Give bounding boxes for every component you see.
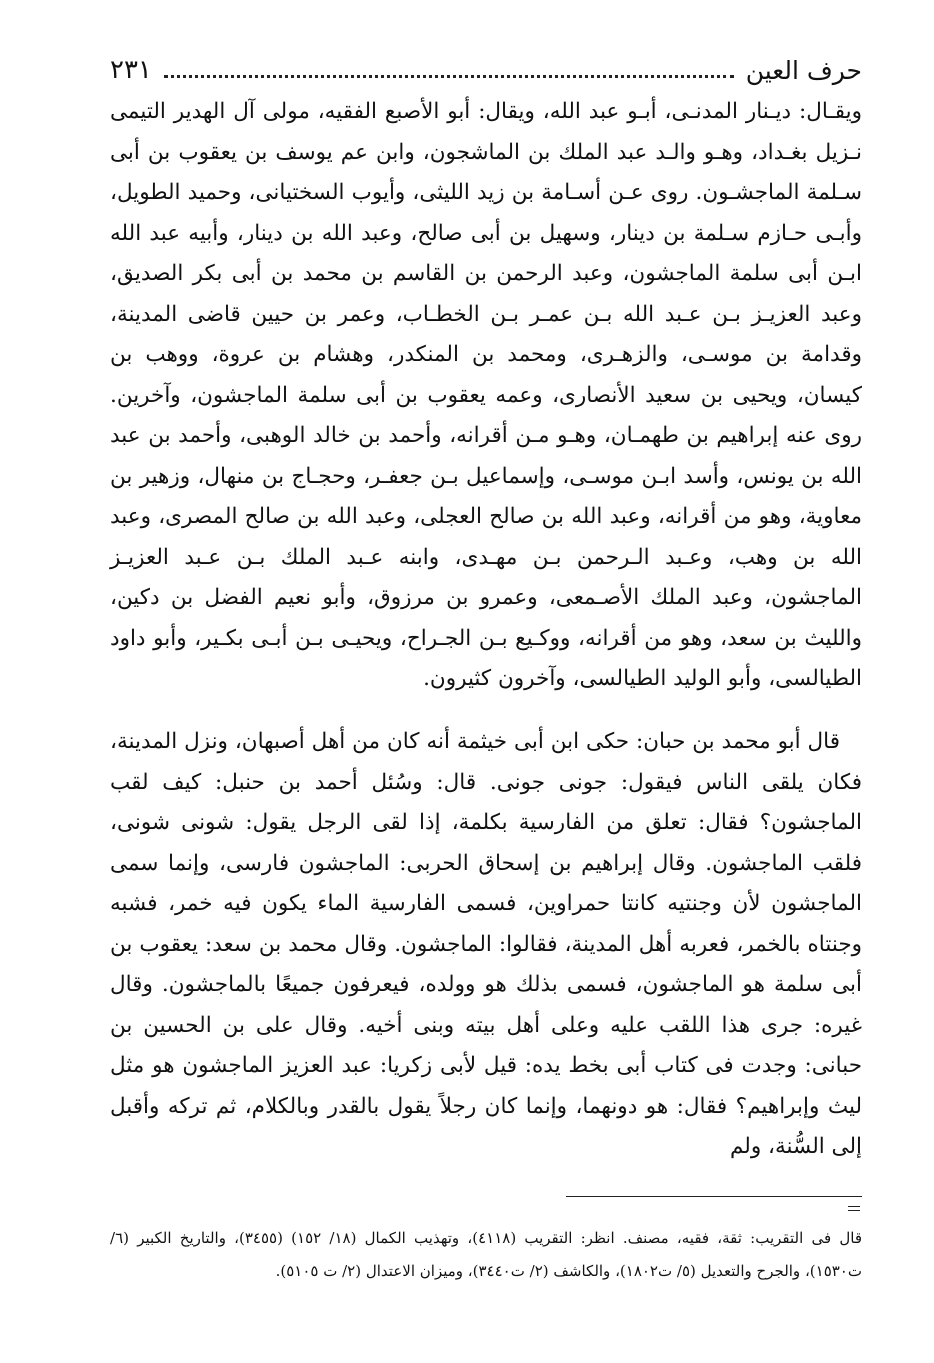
footnote-marker-line bbox=[848, 1210, 860, 1211]
footnote: قال فى التقريب: ثقة، فقيه، مصنف. انظر: التقريب (٤١١٨)، وتهذيب الكمال (١٨/ ١٥٢) (٣٤٥٥)، والتاريخ الكبير (٦/ ت١٥٣٠)، والجرح والتعديل (٥/ ت١٨٠٢)، والكاشف (٢/ ت٣٤٤٠)، وميزان الاعتدال (٢/ ت ٥١٠٥). bbox=[110, 1229, 862, 1280]
body-paragraph-2: قال أبو محمد بن حبان: حكى ابن أبى خيثمة أنه كان من أهل أصبهان، ونزل المدينة، فكان يلقى الناس فيقول: جونى جونى. قال: وسُئل أحمد بن حنبل: كيف لقب الماجشون؟ فقال: تعلق من الفارسية بكلمة، إذا لقى الرجل يقول: شونى شونى، فلقب الماجشون. وقال إبراهيم بن إسحاق الحربى: الماجشون فارسى، وإنما سمى الماجشون لأن وجنتيه كانتا حمراوين، فسمى الفارسية الماء يكون فيه خمر، فشبه وجنتاه بالخمر، فعربه أهل المدينة، فقالوا: الماجشون. وقال محمد بن سعد: يعقوب بن أبى سلمة هو الماجشون، فسمى بذلك هو وولده، فيعرفون جميعًا بالماجشون. وقال غيره: جرى هذا اللقب عليه وعلى أهل بيته وبنى أخيه. وقال على بن الحسين بن حبانى: وجدت فى كتاب أبى بخط يده: قيل لأبى زكريا: عبد العزيز الماجشون هو مثل ليث وإبراهيم؟ فقال: هو دونهما، وإنما كان رجلاً يقول بالقدر وبالكلام، ثم تركه وأقبل إلى السُّنة، ولم bbox=[110, 729, 862, 1159]
chapter-title: حرف العين bbox=[745, 55, 862, 85]
running-header bbox=[110, 48, 862, 92]
header-dot-leader bbox=[164, 75, 734, 78]
body-paragraph-1: ويقـال: ديـنار المدنـى، أبـو عبد الله، ويقال: أبو الأصبع الفقيه، مولى آل الهدير التيمى نـزيل بغـداد، وهـو والـد عبد الملك بن الماشجون، وابن عم يوسف بن يعقوب بن أبى سـلمة الماجشـون. روى عـن أسـامة بن زيد الليثى، وأيوب السختيانى، وحميد الطويل، وأبـى حـازم سـلمة بن دينار، وسهيل بن أبى صالح، وعبد الله بن دينار، وأبيه عبد الله ابـن أبى سلمة الماجشون، وعبد الرحمن بن القاسم بن محمد بن أبى بكر الصديق، وعبد العزيـز بـن عـبد الله بـن عمـر بـن الخطـاب، وعمر بن حيين قاضى المدينة، وقدامة بن موسـى، والزهـرى، ومحمد بن المنكدر، وهشام بن عروة، ووهب بن كيسان، ويحيى بن سعيد الأنصارى، وعمه يعقوب بن أبى سلمة الماجشون، وآخرين. روى عنه إبراهيم بن طهمـان، وهـو مـن أقرانه، وأحمد بن خالد الوهبى، وأحمد بن عبد الله بن يونس، وأسد ابـن موسـى، وإسماعيل بـن جعفـر، وحجـاج بن منهال، وزهير بن معاوية، وهو من أقرانه، وعبد الله بن صالح العجلى، وعبد الله بن صالح المصرى، وعبد الله بن وهب، وعـبد الـرحمن بـن مهـدى، وابنه عـبد الملك بـن عـبد العزيـز الماجشون، وعبد الملك الأصـمعى، وعمرو بن مرزوق، وأبو نعيم الفضل بن دكين، والليث بن سعد، وهو من أقرانه، ووكـيع بـن الجـراح، ويحيـى بـن أبـى بكـير، وأبو داود الطيالسى، وأبو الوليد الطيالسى، وآخرون كثيرون. bbox=[110, 99, 862, 691]
footnote-marker-line bbox=[848, 1206, 860, 1207]
page-number: ٢٣١ bbox=[110, 55, 152, 85]
footnote-separator bbox=[566, 1196, 862, 1197]
